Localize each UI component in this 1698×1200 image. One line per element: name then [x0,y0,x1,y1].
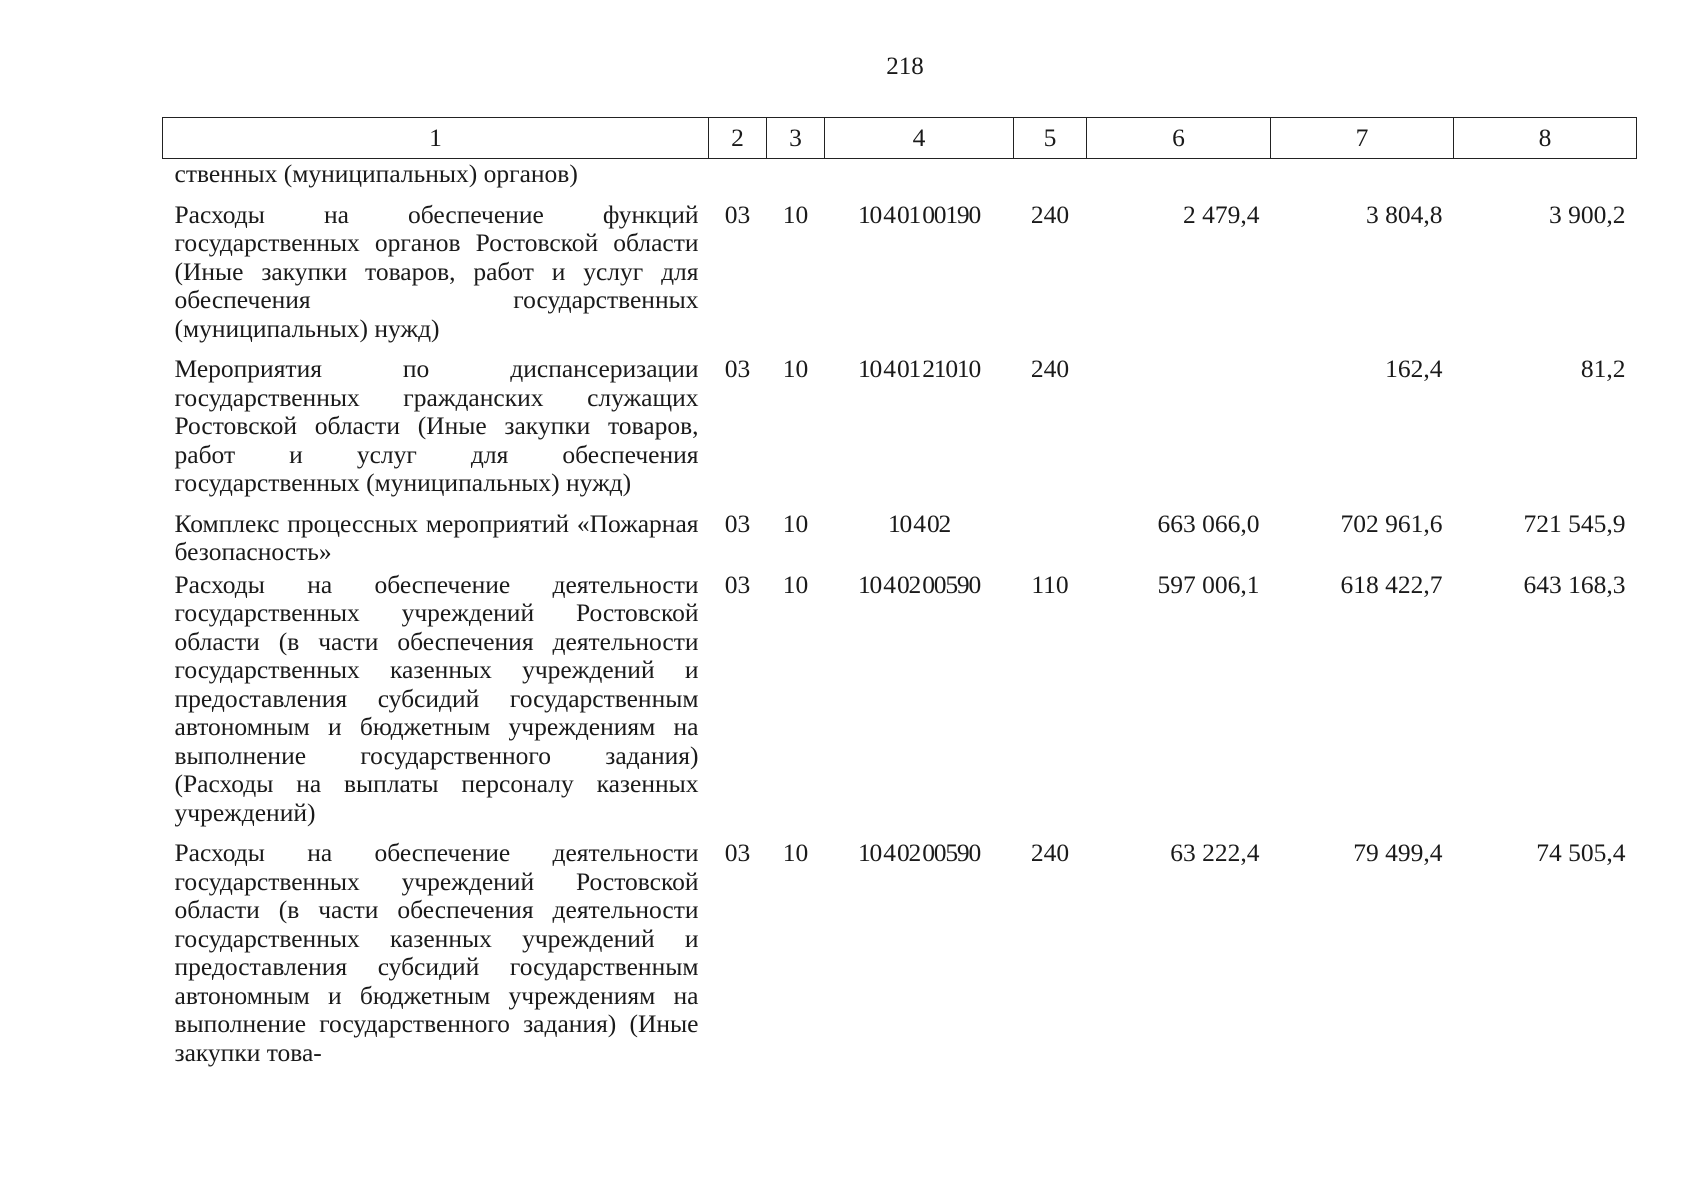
table-row [163,839,1637,1079]
row-target-code: 10 4 02 00590 [857,569,981,599]
row-target-code: 10 4 01 21010 [857,354,981,383]
row-value-col6: 63 222,4 [1170,838,1260,867]
table-row [163,571,1637,840]
row-value-col6 [1087,159,1271,201]
header-col-8: 8 [1454,118,1637,159]
row-value-col6: 2 479,4 [1183,199,1260,229]
row-section: 03 [724,199,751,229]
row-target-code: 10 4 02 00590 [857,838,981,867]
row-value-col8: 721 545,9 [1523,508,1626,538]
row-expense-type: 240 [1030,354,1070,383]
row-section: 03 [724,838,751,867]
row-value-col7: 162,4 [1385,354,1443,383]
header-col-4: 4 [825,118,1014,159]
row-value-col7: 3 804,8 [1366,199,1443,229]
row-subsection: 10 [782,508,809,538]
page-number: 218 [886,53,924,80]
row-name: Расходы на обеспечение функций государственных органов Ростовской области (Иные закупки товаров, работ и услуг для обеспечения государственных (муниципальных) нужд) [174,199,699,343]
row-expense-type [1014,159,1087,201]
row-value-col8: 3 900,2 [1549,199,1626,229]
row-value-col8: 81,2 [1580,354,1626,383]
row-expense-type: 240 [1030,838,1070,867]
row-value-col6: 663 066,0 [1157,508,1260,538]
table-row [163,355,1637,510]
header-col-2: 2 [709,118,767,159]
row-value-col7: 618 422,7 [1340,569,1443,599]
row-value-col8: 643 168,3 [1523,569,1626,599]
row-value-col6 [1087,355,1271,510]
header-row [163,118,1637,159]
row-name: Мероприятия по диспансеризации государственных гражданских служащих Ростовской области (Иные закупки товаров, работ и услуг для обеспечения государственных (муниципальных) нужд) [174,354,699,497]
row-value-col8: 74 505,4 [1536,838,1626,867]
row-target-code: 10 4 01 00190 [857,199,981,229]
header-col-1: 1 [163,118,709,159]
row-name: Расходы на обеспечение деятельности государственных учреждений Ростовской области (в части обеспечения деятельности государственных казенных учреждений и предоставления субсидий государственным автономным и бюджетным учреждениям на выполнение государственного задания) (Расходы на выплаты персоналу казенных учреждений) [174,569,699,827]
row-subsection: 10 [782,569,809,599]
row-value-col7: 79 499,4 [1353,838,1443,867]
row-section: 03 [724,569,751,599]
row-expense-type: 110 [1031,569,1069,599]
budget-table [162,117,1637,1079]
row-subsection: 10 [782,838,809,867]
row-subsection: 10 [782,199,809,229]
row-section: 03 [724,354,751,383]
table-row [163,201,1637,356]
row-subsection [767,159,825,201]
table-row [163,159,1637,201]
header-col-7: 7 [1271,118,1454,159]
row-section: 03 [724,508,751,538]
row-name: Комплекс процессных мероприятий «Пожарная безопасность» [174,508,699,566]
row-expense-type [1014,510,1087,571]
table-body [163,159,1637,1080]
header-col-3: 3 [767,118,825,159]
row-value-col7: 702 961,6 [1340,508,1443,538]
row-name: Расходы на обеспечение деятельности государственных учреждений Ростовской области (в части обеспечения деятельности государственных казенных учреждений и предоставления субсидий государственным автономным и бюджетным учреждениям на выполнение государственного задания) (Иные закупки това- [174,838,699,1067]
table-header [163,118,1637,159]
row-section [709,159,767,201]
row-name: ственных (муниципальных) органов) [174,159,578,188]
row-subsection: 10 [782,354,809,383]
header-col-6: 6 [1087,118,1271,159]
row-target-code: 10 4 02 [887,508,951,538]
header-col-5: 5 [1014,118,1087,159]
row-value-col6: 597 006,1 [1157,569,1260,599]
row-value-col7 [1271,159,1454,201]
table-row [163,510,1637,571]
row-value-col8 [1454,159,1637,201]
row-target-code [825,159,1014,201]
row-expense-type: 240 [1030,199,1070,229]
